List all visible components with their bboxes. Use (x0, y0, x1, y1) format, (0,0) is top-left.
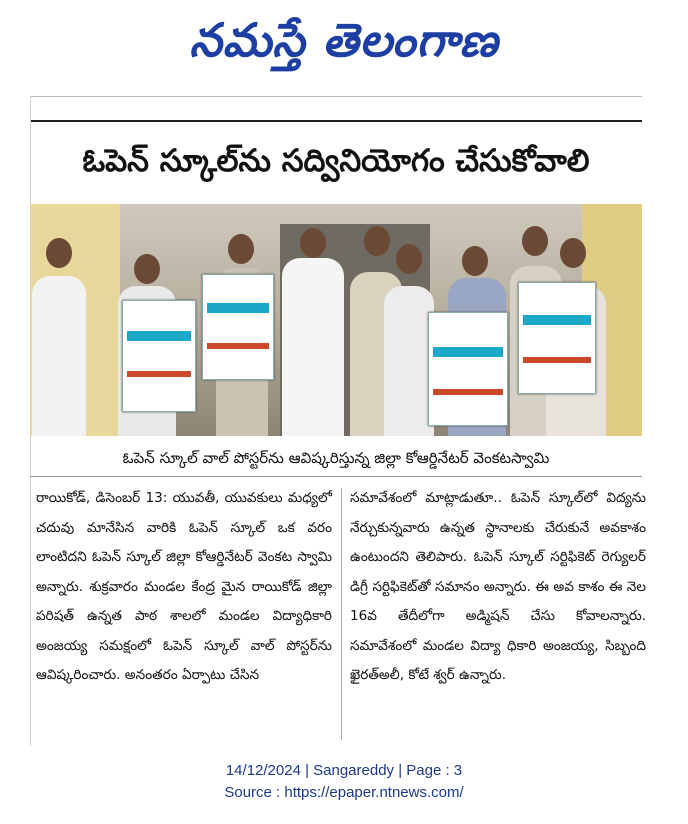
clipping-date-edition-page: 14/12/2024 | Sangareddy | Page : 3 (225, 762, 463, 779)
photo-head-9 (560, 238, 586, 268)
open-school-poster-3 (428, 312, 508, 426)
photo-head-4 (300, 228, 326, 258)
photo-person-1 (32, 276, 86, 436)
article-headline: ఓపెన్ స్కూల్‌ను సద్వినియోగం చేసుకోవాలి (82, 143, 590, 179)
headline-rule (30, 120, 642, 122)
photo-person-6 (384, 286, 434, 436)
photo-person-4 (282, 258, 344, 436)
open-school-poster-4 (518, 282, 596, 394)
masthead-rule (30, 96, 642, 97)
article-column-left: రాయికోడ్, డిసెంబర్ 13: యువతీ, యువకులు మధ్యలో చదువు మానేసిన వారికి ఓపెన్ స్కూల్ ఒక వరం లాంటిదని ఓపెన్ స్కూల్ జిల్లా కోఆర్డినేటర్ వెంకట స్వామి అన్నారు. శుక్రవారం మండల కేంద్ర మైన రాయికోడ్ జిల్లా పరిషత్ ఉన్నత పాఠ శాలలో మండల విద్యాధికారి అంజయ్య సమక్షంలో ఓపెన్ స్కూల్ వాల్ పోస్టర్‌ను ఆవిష్కరించారు. అనంతరం ఏర్పాటు చేసిన (36, 490, 332, 683)
photo-head-2 (134, 254, 160, 284)
photo-head-5 (364, 226, 390, 256)
article-photo (30, 204, 642, 436)
article-column-right: సమావేశంలో మాట్లాడుతూ.. ఓపెన్ స్కూల్‌లో విద్యను నేర్చుకున్నవారు ఉన్నత స్థానాలకు చేరుకునే అవకాశం ఉంటుందని తెలిపారు. ఓపెన్ స్కూల్ సర్టిఫికెట్ రెగ్యులర్ డిగ్రీ సర్టిఫికెట్‌తో సమానం అన్నారు. ఈ అవ కాశం ఈ నెల 16వ తేదీలోగా అడ్మిషన్ చేసు కోవాలన్నారు. సమావేశంలో మండల విద్యా ధికారి అంజయ్య, సిబ్బంది ఖైరత్‌అలీ, కోటే శ్వర్ ఉన్నారు. (350, 490, 646, 683)
column-divider (341, 488, 342, 740)
newspaper-masthead: నమస్తే తెలంగాణ (189, 13, 499, 67)
clipping-source-url: Source : https://epaper.ntnews.com/ (224, 784, 464, 801)
photo-head-1 (46, 238, 72, 268)
photo-head-8 (522, 226, 548, 256)
photo-head-7 (462, 246, 488, 276)
open-school-poster-2 (202, 274, 274, 380)
photo-head-6 (396, 244, 422, 274)
photo-head-3 (228, 234, 254, 264)
photo-caption: ఓపెన్ స్కూల్ వాల్ పోస్టర్‌ను ఆవిష్కరిస్తున్న జిల్లా కోఆర్డినేటర్ వెంకటస్వామి (30, 440, 642, 477)
open-school-poster-1 (122, 300, 196, 412)
